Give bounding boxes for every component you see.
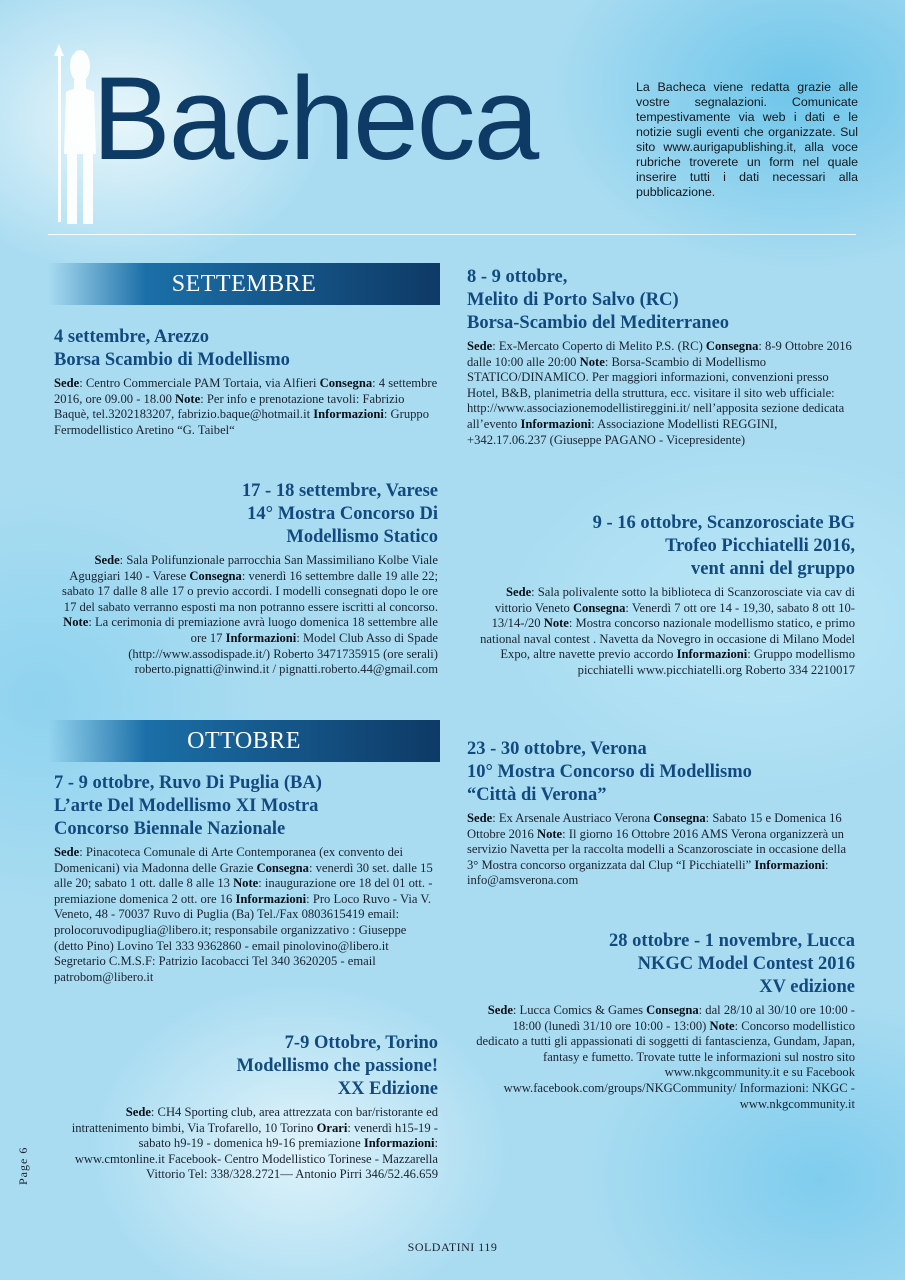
event-lucca: [467, 930, 855, 1112]
event-subtitle: NKGC Model Contest 2016: [637, 954, 855, 974]
event-title: 8 - 9 ottobre,: [467, 267, 568, 287]
event-title: 7-9 Ottobre, Torino: [284, 1033, 438, 1053]
event-subtitle: 14° Mostra Concorso Di: [247, 504, 438, 524]
event-subtitle: vent anni del gruppo: [691, 559, 855, 579]
event-subtitle: Modellismo Statico: [286, 527, 438, 547]
page-title: Bacheca: [92, 53, 538, 185]
event-ruvo: [54, 772, 438, 985]
event-title: 17 - 18 settembre, Varese: [241, 481, 438, 501]
event-subtitle: Melito di Porto Salvo (RC): [467, 290, 679, 310]
event-melito: [467, 266, 855, 448]
event-subtitle: Concorso Biennale Nazionale: [54, 819, 286, 839]
event-torino: [54, 1032, 438, 1183]
event-details: Sede: Ex Arsenale Austriaco Verona Consegna: Sabato 15 e Domenica 16 Ottobre 2016 Note: Il giorno 16 Ottobre 2016 AMS Verona organizzerà un servizio Navetta per la raccolta modelli a Scanzorosciate in occasione della 3° Mostra concorso organizzata dal Clup “I Picchiatelli” Informazioni: info@amsverona.com: [467, 811, 847, 888]
event-details: Sede: Ex-Mercato Coperto di Melito P.S. (RC) Consegna: 8-9 Ottobre 2016 dalle 10:00 alle 20:00 Note: Borsa-Scambio di Modellismo STATICO/DINAMICO. Per maggiori informazioni, convenzioni presso Hotel, B&B, planimetria della struttura, ecc. visitare il sito web ufficiale: http://www.associazionemodellistireggini.it/ nell’apposita sezione dedicata all’evento Informazioni: Associazione Modellisti REGGINI, +342.17.06.237 (Giuseppe PAGANO - Vicepresidente): [467, 339, 852, 447]
event-title: 28 ottobre - 1 novembre, Lucca: [609, 931, 855, 951]
event-subtitle: XX Edizione: [337, 1079, 438, 1099]
event-title: 4 settembre, Arezzo: [54, 327, 209, 347]
event-varese: [54, 480, 438, 678]
event-details: Sede: CH4 Sporting club, area attrezzata con bar/ristorante ed intrattenimento bimbi, Via Trofarello, 10 Torino Orari: venerdì h15-19 - sabato h9-19 - domenica h9-16 premiazione Informazioni: www.cmtonline.it Facebook- Centro Modellistico Torinese - Mazzarella Vittorio Tel: 338/328.2721— Antonio Pirri 346/52.46.659: [71, 1105, 438, 1182]
event-details: Sede: Lucca Comics & Games Consegna: dal 28/10 al 30/10 ore 10:00 - 18:00 (lunedì 31/10 ore 10:00 - 13:00) Note: Concorso modellistico dedicato a tutti gli appassionati di soggetti di fantascienza, Gundam, Japan, fantasy e fumetto. Trovate tutte le informazioni sul nostro sito www.nkgcommunity.it e su Facebook www.facebook.com/groups/NKGCommunity/ Informazioni: NKGC - www.nkgcommunity.it: [476, 1003, 855, 1111]
event-scanzorosciate: [467, 512, 855, 679]
header-divider: [48, 234, 856, 235]
event-subtitle: Trofeo Picchiatelli 2016,: [665, 536, 855, 556]
event-details: Sede: Sala Polifunzionale parrocchia San Massimiliano Kolbe Viale Aguggiari 140 - Varese Consegna: venerdì 16 settembre dalle 19 alle 22; sabato 17 dalle 8 alle 17 o previo accordi. I modelli consegnati dopo le ore 17 del sabato verranno esposti ma non potranno essere iscritti al concorso. Note: La cerimonia di premiazione avrà luogo domenica 18 settembre alle ore 17 Informazioni: Model Club Asso di Spade (http://www.assodispade.it/) Roberto 3471735915 (ore serali) roberto.pignatti@inwind.it / pignatti.roberto.44@gmail.com: [62, 553, 438, 677]
event-subtitle: Modellismo che passione!: [236, 1056, 438, 1076]
month-banner-ottobre: OTTOBRE: [48, 720, 440, 762]
event-subtitle: “Città di Verona”: [467, 785, 607, 805]
event-subtitle: Borsa-Scambio del Mediterraneo: [467, 313, 730, 333]
event-arezzo: [54, 326, 438, 438]
event-title: 9 - 16 ottobre, Scanzorosciate BG: [592, 513, 855, 533]
event-details: Sede: Sala polivalente sotto la biblioteca di Scanzorosciate via cav di vittorio Veneto Consegna: Venerdì 7 ott ore 14 - 19,30, sabato 8 ott 10-13/14-/20 Note: Mostra concorso nazionale modellismo statico, e primo national naval contest . Navetta da Novegro in occasione di Milano Model Expo, altre navette previo accordo Informazioni: Gruppo modellismo picchiatelli www.picchiatelli.org Roberto 334 2210017: [480, 585, 855, 677]
event-title: 23 - 30 ottobre, Verona: [467, 739, 647, 759]
event-verona: [467, 738, 855, 889]
magazine-footer: SOLDATINI 119: [407, 1240, 498, 1254]
event-subtitle: Borsa Scambio di Modellismo: [54, 350, 290, 370]
event-subtitle: XV edizione: [759, 977, 855, 997]
intro-text: La Bacheca viene redatta grazie alle vostre segnalazioni. Comunicate tempestivamente via web i dati e le notizie sugli eventi che organizzate. Sul sito www.aurigapublishing.it, alla voce rubriche troverete un form nel quale inserire tutti i dati necessari alla pubblicazione.: [636, 80, 858, 199]
event-details: Sede: Pinacoteca Comunale di Arte Contemporanea (ex convento dei Domenicani) via Madonna delle Grazie Consegna: venerdì 30 set. dalle 15 alle 20; sabato 1 ott. dalle 8 alle 13 Note: inaugurazione ore 18 del 01 ott. - premiazione domenica 2 ott. ore 16 Informazioni: Pro Loco Ruvo - Via V. Veneto, 48 - 70037 Ruvo di Puglia (Ba) Tel./Fax 0803615419 email: prolocoruvodipuglia@libero.it; responsabile organizzativo : Giuseppe (detto Pino) Lovino Tel 333 9362860 - email pinolovino@libero.it Segretario C.M.S.F: Patrizio Iacobacci Tel 340 3620205 - email patrobom@libero.it: [54, 845, 433, 984]
event-details: Sede: Centro Commerciale PAM Tortaia, via Alfieri Consegna: 4 settembre 2016, ore 09.00 - 18.00 Note: Per info e prenotazione tavoli: Fabrizio Baquè, tel.3202183207, fabrizio.baque@hotmail.it Informazioni: Gruppo Fermodellistico Aretino “G. Taibel“: [54, 376, 438, 437]
event-title: 7 - 9 ottobre, Ruvo Di Puglia (BA): [54, 773, 322, 793]
month-banner-settembre: SETTEMBRE: [48, 263, 440, 305]
page-number: Page 6: [16, 1146, 30, 1185]
event-subtitle: 10° Mostra Concorso di Modellismo: [467, 762, 752, 782]
event-subtitle: L’arte Del Modellismo XI Mostra: [54, 796, 319, 816]
